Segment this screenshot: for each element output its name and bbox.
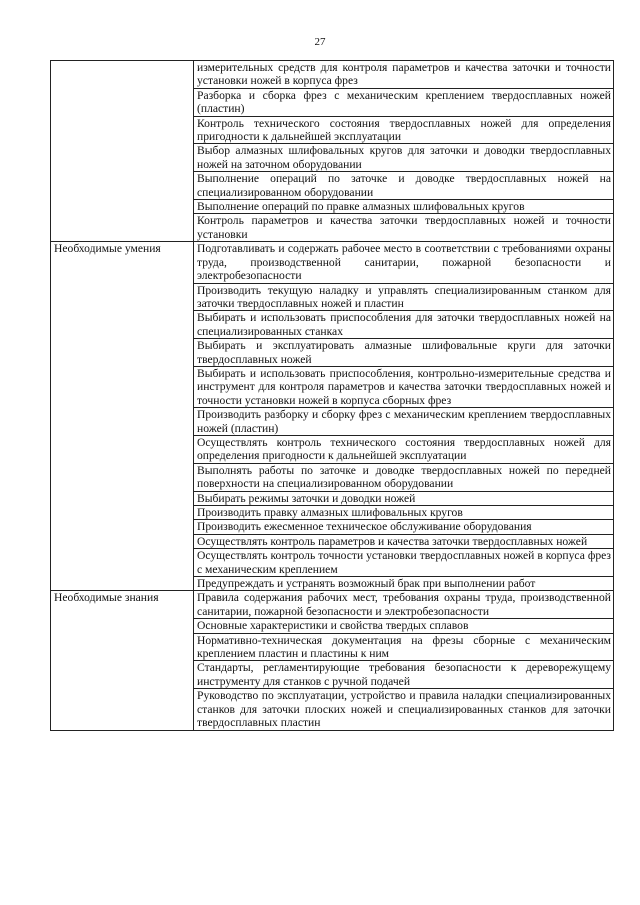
table-cell: Выбирать и использовать приспособления для заточки твердосплавных ножей на специализированных станках	[194, 311, 614, 339]
page-number: 27	[314, 36, 326, 48]
table-cell: Разборка и сборка фрез с механическим креплением твердосплавных ножей (пластин)	[194, 88, 614, 116]
table-cell: Нормативно-техническая документация на фрезы сборные с механическим креплением пластин и пластины к ним	[194, 633, 614, 661]
table-cell: Производить текущую наладку и управлять специализированным станком для заточки твердосплавных ножей и пластин	[194, 283, 614, 311]
table-cell: Выбирать режимы заточки и доводки ножей	[194, 491, 614, 505]
table-row	[51, 242, 614, 283]
table-cell: Выполнение операций по заточке и доводке твердосплавных ножей на специализированном оборудовании	[194, 172, 614, 200]
table-row	[51, 591, 614, 619]
table-cell: Осуществлять контроль технического состояния твердосплавных ножей для определения пригодности к дальнейшей эксплуатации	[194, 435, 614, 463]
table-cell: Выполнение операций по правке алмазных шлифовальных кругов	[194, 200, 614, 214]
table-cell: Производить разборку и сборку фрез с механическим креплением твердосплавных ножей (пластин)	[194, 408, 614, 436]
skills-label: Необходимые умения	[51, 242, 194, 591]
table-cell: измерительных средств для контроля параметров и качества заточки и точности установки ножей в корпуса фрез	[194, 61, 614, 89]
table-cell: Предупреждать и устранять возможный брак при выполнении работ	[194, 577, 614, 591]
table-cell: Стандарты, регламентирующие требования безопасности к дереворежущему инструменту для станков с ручной подачей	[194, 661, 614, 689]
table-cell: Выбирать и эксплуатировать алмазные шлифовальные круги для заточки твердосплавных ножей	[194, 339, 614, 367]
table-cell: Контроль параметров и качества заточки твердосплавных ножей и точности установки	[194, 214, 614, 242]
table-row	[51, 61, 614, 89]
table-cell: Правила содержания рабочих мест, требования охраны труда, производственной санитарии, пожарной безопасности и электробезопасности	[194, 591, 614, 619]
table-cell: Выбор алмазных шлифовальных кругов для заточки и доводки твердосплавных ножей на заточном оборудовании	[194, 144, 614, 172]
table-cell: Подготавливать и содержать рабочее место в соответствии с требованиями охраны труда, производственной санитарии, пожарной безопасности и электробезопасности	[194, 242, 614, 283]
table-cell: Производить ежесменное техническое обслуживание оборудования	[194, 520, 614, 534]
table-cell: Контроль технического состояния твердосплавных ножей для определения пригодности к дальнейшей эксплуатации	[194, 116, 614, 144]
table-cell: Руководство по эксплуатации, устройство и правила наладки специализированных станков для заточки плоских ножей и специализированных станков для заточки твердосплавных пластин	[194, 689, 614, 730]
table-cell: Выполнять работы по заточке и доводке твердосплавных ножей по передней поверхности на специализированном оборудовании	[194, 463, 614, 491]
table-cell: Основные характеристики и свойства твердых сплавов	[194, 619, 614, 633]
table-cell: Производить правку алмазных шлифовальных кругов	[194, 506, 614, 520]
table-cell: Осуществлять контроль точности установки твердосплавных ножей в корпуса фрез с механическим креплением	[194, 549, 614, 577]
knowledge-label: Необходимые знания	[51, 591, 194, 730]
table-cell: Выбирать и использовать приспособления, контрольно-измерительные средства и инструмент для контроля параметров и качества заточки твердосплавных ножей и точности установки ножей в корпуса сборных фрез	[194, 366, 614, 407]
continued-label-cell	[51, 61, 194, 242]
competency-table	[50, 60, 614, 731]
table-cell: Осуществлять контроль параметров и качества заточки твердосплавных ножей	[194, 534, 614, 548]
